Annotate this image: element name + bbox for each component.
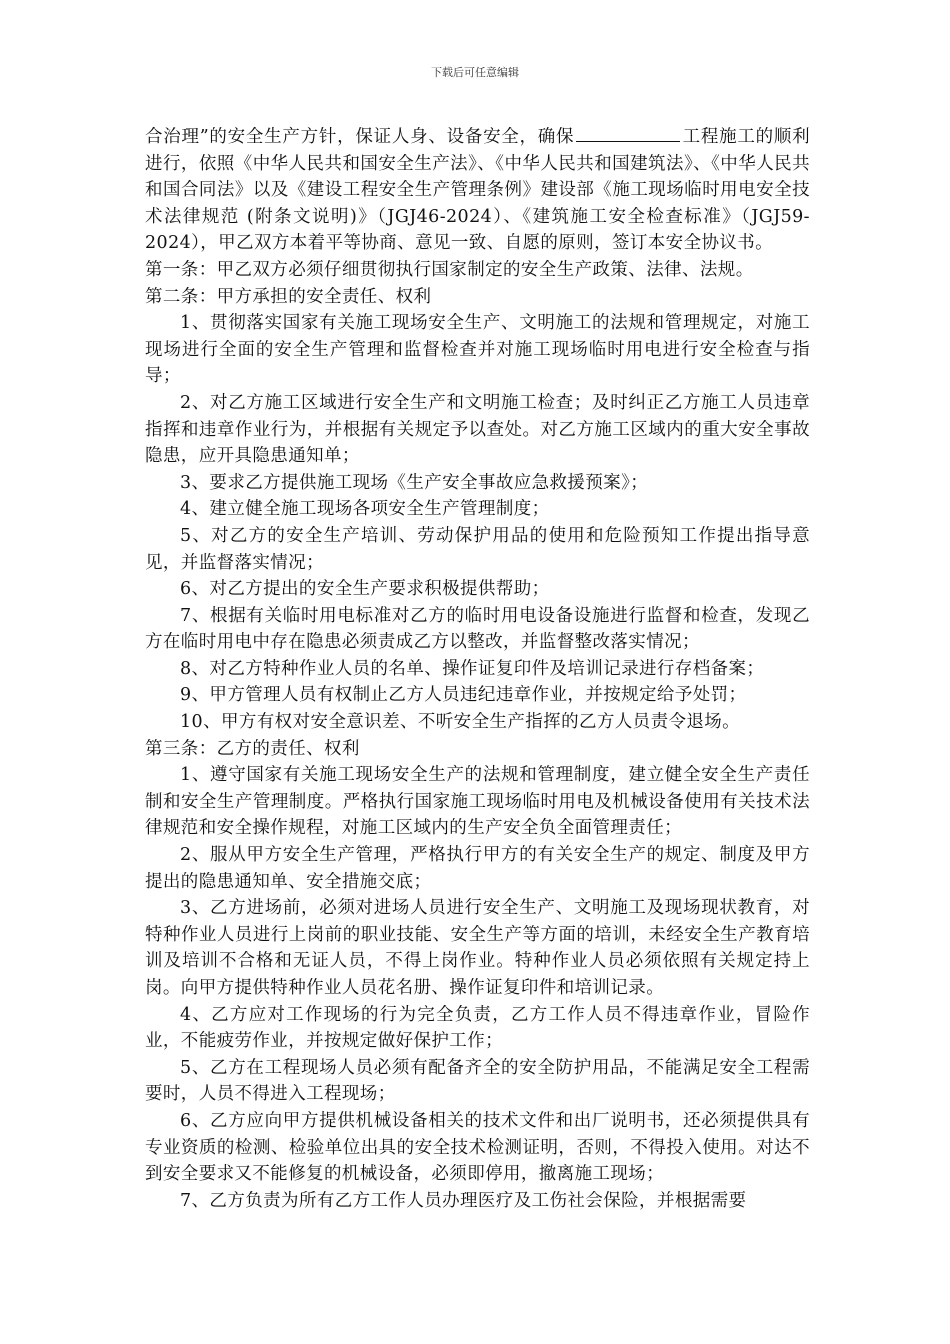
intro-text-before: 合治理”的安全生产方针，保证人身、设备安全，确保 xyxy=(145,127,575,147)
article-3-item: 7、乙方负责为所有乙方工作人员办理医疗及工伤社会保险，并根据需要 xyxy=(180,1190,747,1211)
article-3-item: 2、服从甲方安全生产管理，严格执行甲方的有关安全生产的规定、制度及甲方提出的隐患通知单、安全措施交底； xyxy=(145,845,810,892)
article-1: 第一条：甲乙双方必须仔细贯彻执行国家制定的安全生产政策、法律、法规。 xyxy=(145,259,754,280)
document-body xyxy=(145,122,810,1214)
article-2-item: 2、对乙方施工区域进行安全生产和文明施工检查；及时纠正乙方施工人员违章指挥和违章作业行为，并根据有关规定予以查处。对乙方施工区域内的重大安全事故隐患，应开具隐患通知单； xyxy=(145,392,810,467)
page-header: 下载后可任意编辑 xyxy=(431,66,519,79)
article-2-item: 3、要求乙方提供施工现场《生产安全事故应急救援预案》； xyxy=(180,472,649,493)
article-3-item: 4、乙方应对工作现场的行为完全负责，乙方工作人员不得违章作业，冒险作业，不能疲劳作业，并按规定做好保护工作； xyxy=(145,1004,810,1052)
article-2-item: 5、对乙方的安全生产培训、劳动保护用品的使用和危险预知工作提出指导意见，并监督落实情况； xyxy=(145,525,810,573)
article-3-item: 1、遵守国家有关施工现场安全生产的法规和管理制度，建立健全安全生产责任制和安全生产管理制度。严格执行国家施工现场临时用电及机械设备使用有关技术法律规范和安全操作规程，对施工区域内的生产安全负全面管理责任； xyxy=(145,765,810,839)
article-2-item: 10、甲方有权对安全意识差、不听安全生产指挥的乙方人员责令退场。 xyxy=(180,712,741,733)
article-2-title: 第二条：甲方承担的安全责任、权利 xyxy=(145,286,432,307)
article-2-item: 4、建立健全施工现场各项安全生产管理制度； xyxy=(180,499,550,520)
project-name-blank xyxy=(576,122,680,142)
article-3-item: 5、乙方在工程现场人员必须有配备齐全的安全防护用品，不能满足安全工程需要时，人员不得进入工程现场； xyxy=(145,1057,810,1105)
intro-text-after: 工程施工的顺利进行，依照《中华人民共和国安全生产法》、《中华人民共和国建筑法》、《中华人民共和国合同法》以及《建设工程安全生产管理条例》建设部《施工现场临时用电安全技术法律规范 (附条文说明)》（JGJ46-2024）、《建筑施工安全检查标准》（JGJ59-2024），甲乙双方本着平等协商、意见一致、自愿的原则，签订本安全协议书。 xyxy=(145,127,810,254)
article-3-item: 3、乙方进场前，必须对进场人员进行安全生产、文明施工及现场现状教育，对特种作业人员进行上岗前的职业技能、安全生产等方面的培训，未经安全生产教育培训及培训不合格和无证人员，不得上岗作业。特种作业人员必须依照有关规定持上岗。向甲方提供特种作业人员花名册、操作证复印件和培训记录。 xyxy=(145,898,810,998)
article-3-item: 6、乙方应向甲方提供机械设备相关的技术文件和出厂说明书，还必须提供具有专业资质的检测、检验单位出具的安全技术检测证明，否则，不得投入使用。对达不到安全要求又不能修复的机械设备，必须即停用，撤离施工现场； xyxy=(145,1110,810,1185)
article-2-item: 8、对乙方特种作业人员的名单、操作证复印件及培训记录进行存档备案； xyxy=(180,658,765,679)
article-3-title: 第三条：乙方的责任、权利 xyxy=(145,738,360,759)
article-2-item: 9、甲方管理人员有权制止乙方人员违纪违章作业，并按规定给予处罚； xyxy=(180,685,747,706)
article-2-item: 1、贯彻落实国家有关施工现场安全生产、文明施工的法规和管理规定，对施工现场进行全面的安全生产管理和监督检查并对施工现场临时用电进行安全检查与指导； xyxy=(145,313,810,387)
article-2-item: 7、根据有关临时用电标准对乙方的临时用电设备设施进行监督和检查，发现乙方在临时用电中存在隐患必须责成乙方以整改，并监督整改落实情况； xyxy=(145,605,810,653)
article-2-item: 6、对乙方提出的安全生产要求积极提供帮助； xyxy=(180,579,550,600)
intro-paragraph xyxy=(145,122,810,257)
